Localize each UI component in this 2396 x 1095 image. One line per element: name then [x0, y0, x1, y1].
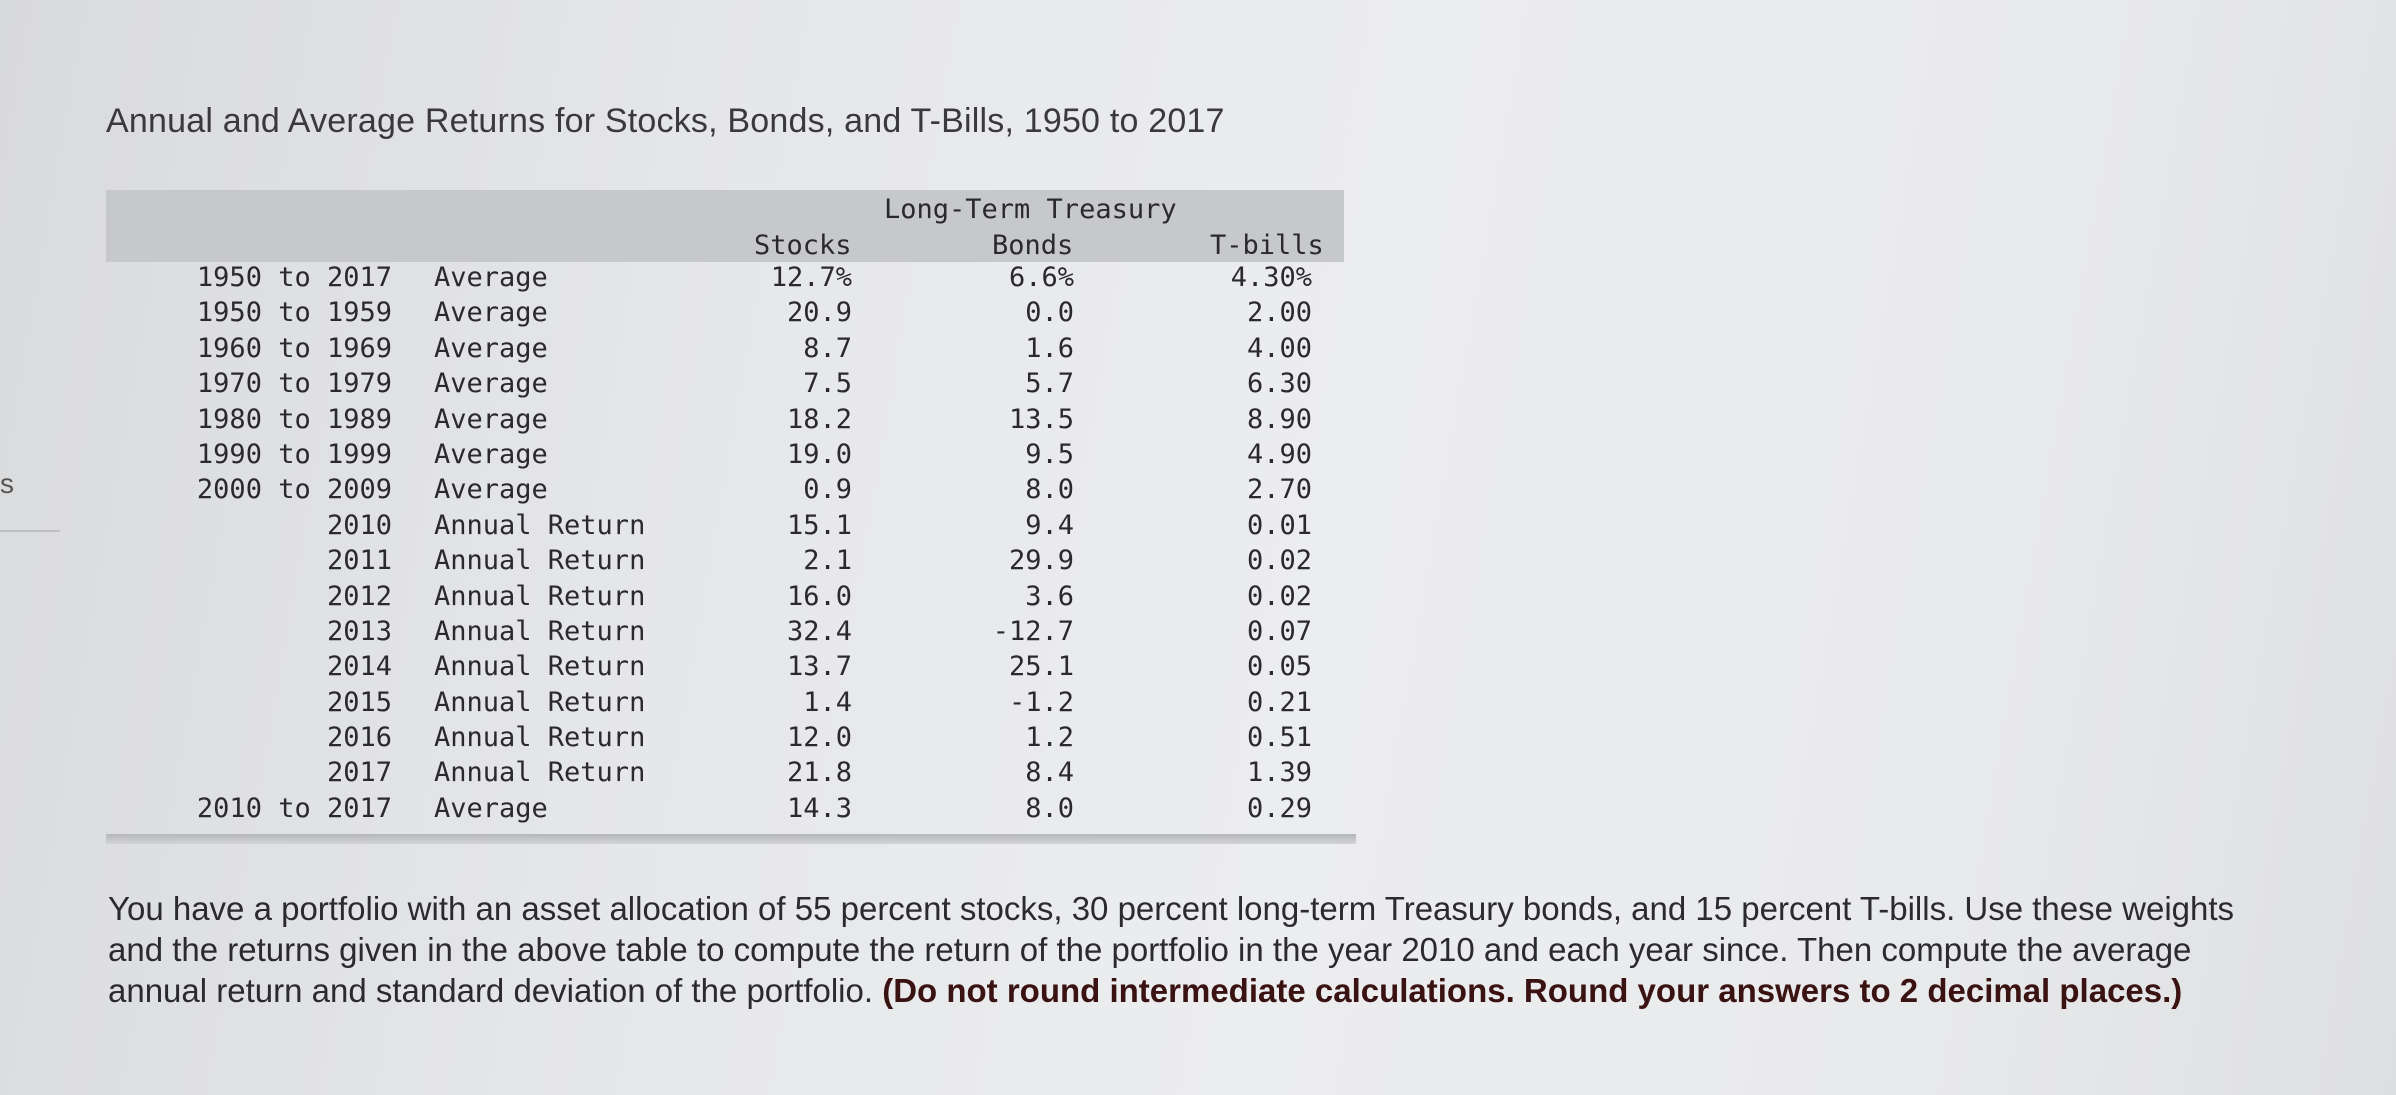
row-type: Average — [434, 332, 548, 364]
table-row — [106, 687, 1344, 722]
cell-tbills: 0.05 — [1246, 651, 1312, 683]
cell-stocks: 12.7% — [770, 262, 852, 293]
row-type: Average — [434, 792, 548, 824]
cell-tbills: 2.00 — [1246, 297, 1312, 329]
cell-stocks: 32.4 — [786, 615, 852, 647]
row-type: Annual Return — [434, 651, 646, 683]
row-type: Annual Return — [434, 545, 646, 577]
row-type: Average — [434, 368, 548, 400]
table-row — [106, 510, 1344, 545]
table-row — [106, 793, 1344, 828]
cell-tbills: 1.39 — [1246, 757, 1312, 789]
question-text — [108, 888, 2258, 1011]
header-bonds-line2: Bonds — [992, 230, 1074, 261]
row-period: 2011 — [326, 545, 392, 577]
cell-bonds: 8.4 — [1025, 757, 1074, 789]
table-header — [106, 190, 1344, 262]
cell-bonds: 13.5 — [1008, 403, 1074, 435]
cell-tbills: 4.90 — [1246, 438, 1312, 470]
cell-tbills: 0.29 — [1246, 792, 1312, 824]
cell-bonds: 9.4 — [1025, 509, 1074, 541]
cell-stocks: 12.0 — [786, 722, 852, 754]
row-type: Annual Return — [434, 509, 646, 541]
cell-bonds: 8.0 — [1025, 474, 1074, 506]
row-period: 1980 to 1989 — [196, 403, 392, 435]
row-period: 2015 — [326, 686, 392, 718]
cell-tbills: 0.21 — [1246, 686, 1312, 718]
table-title: Annual and Average Returns for Stocks, Bonds, and T-Bills, 1950 to 2017 — [106, 102, 1225, 140]
cell-stocks: 19.0 — [786, 438, 852, 470]
cropped-side-letter: s — [0, 468, 14, 499]
table-bottom-rule — [106, 834, 1356, 844]
cell-bonds: 9.5 — [1025, 438, 1074, 470]
cell-tbills: 8.90 — [1246, 403, 1312, 435]
table-body — [106, 262, 1344, 828]
cell-stocks: 7.5 — [803, 368, 852, 400]
row-period: 1990 to 1999 — [196, 438, 392, 470]
row-period: 2014 — [326, 651, 392, 683]
cell-bonds: 1.6 — [1025, 332, 1074, 364]
table-row — [106, 474, 1344, 509]
row-period: 2010 to 2017 — [196, 792, 392, 824]
cell-stocks: 15.1 — [786, 509, 852, 541]
row-period: 2010 — [326, 509, 392, 541]
row-period: 2017 — [326, 757, 392, 789]
row-type: Average — [434, 297, 548, 329]
row-period: 1950 to 2017 — [196, 262, 392, 293]
cell-tbills: 4.30% — [1230, 262, 1312, 293]
cell-tbills: 6.30 — [1246, 368, 1312, 400]
table-row — [106, 616, 1344, 651]
table-row — [106, 333, 1344, 368]
cell-bonds: 25.1 — [1008, 651, 1074, 683]
header-stocks: Stocks — [754, 230, 852, 261]
cell-bonds: -12.7 — [992, 615, 1074, 647]
cell-tbills: 0.01 — [1246, 509, 1312, 541]
row-period: 2013 — [326, 615, 392, 647]
row-type: Annual Return — [434, 686, 646, 718]
cell-stocks: 14.3 — [786, 792, 852, 824]
cell-bonds: -1.2 — [1008, 686, 1074, 718]
row-type: Annual Return — [434, 722, 646, 754]
row-type: Average — [434, 262, 548, 293]
table-row — [106, 722, 1344, 757]
cell-bonds: 6.6% — [1008, 262, 1074, 293]
cell-stocks: 2.1 — [803, 545, 852, 577]
row-period: 1950 to 1959 — [196, 297, 392, 329]
cell-bonds: 29.9 — [1008, 545, 1074, 577]
row-type: Average — [434, 438, 548, 470]
cell-stocks: 18.2 — [786, 403, 852, 435]
table-row — [106, 651, 1344, 686]
question-instructions: (Do not round intermediate calculations. Round your answers to 2 decimal places.) — [882, 972, 2183, 1009]
table-row — [106, 439, 1344, 474]
cell-stocks: 0.9 — [803, 474, 852, 506]
cell-bonds: 0.0 — [1025, 297, 1074, 329]
table-row — [106, 368, 1344, 403]
table-row — [106, 404, 1344, 439]
question-body: You have a portfolio with an asset allocation of 55 percent stocks, 30 percent long-term Treasury bonds, and 15 percent T-bills. Use these weights and the returns given in the above table to compute the return of the portfolio in the year 2010 and each year since. Then compute the average annual return and standard deviation of the portfolio. — [108, 890, 2235, 1009]
row-period: 2012 — [326, 580, 392, 612]
row-type: Annual Return — [434, 757, 646, 789]
cell-tbills: 0.51 — [1246, 722, 1312, 754]
cell-tbills: 4.00 — [1246, 332, 1312, 364]
cell-tbills: 0.02 — [1246, 580, 1312, 612]
table-row — [106, 262, 1344, 297]
cell-tbills: 2.70 — [1246, 474, 1312, 506]
cell-bonds: 1.2 — [1025, 722, 1074, 754]
row-type: Average — [434, 403, 548, 435]
cell-stocks: 8.7 — [803, 332, 852, 364]
table-row — [106, 297, 1344, 332]
table-row — [106, 545, 1344, 580]
side-divider — [0, 530, 60, 532]
row-type: Annual Return — [434, 580, 646, 612]
cell-bonds: 5.7 — [1025, 368, 1074, 400]
cell-bonds: 8.0 — [1025, 792, 1074, 824]
row-period: 1970 to 1979 — [196, 368, 392, 400]
cell-stocks: 13.7 — [786, 651, 852, 683]
cell-bonds: 3.6 — [1025, 580, 1074, 612]
cell-tbills: 0.07 — [1246, 615, 1312, 647]
cell-stocks: 20.9 — [786, 297, 852, 329]
header-tbills: T-bills — [1210, 230, 1324, 261]
cell-stocks: 1.4 — [803, 686, 852, 718]
returns-table — [106, 190, 1344, 828]
table-row — [106, 757, 1344, 792]
row-type: Average — [434, 474, 548, 506]
cell-stocks: 21.8 — [786, 757, 852, 789]
cell-stocks: 16.0 — [786, 580, 852, 612]
row-type: Annual Return — [434, 615, 646, 647]
table-row — [106, 581, 1344, 616]
header-bonds-line1: Long-Term Treasury — [884, 194, 1177, 225]
row-period: 1960 to 1969 — [196, 332, 392, 364]
cell-tbills: 0.02 — [1246, 545, 1312, 577]
row-period: 2016 — [326, 722, 392, 754]
row-period: 2000 to 2009 — [196, 474, 392, 506]
